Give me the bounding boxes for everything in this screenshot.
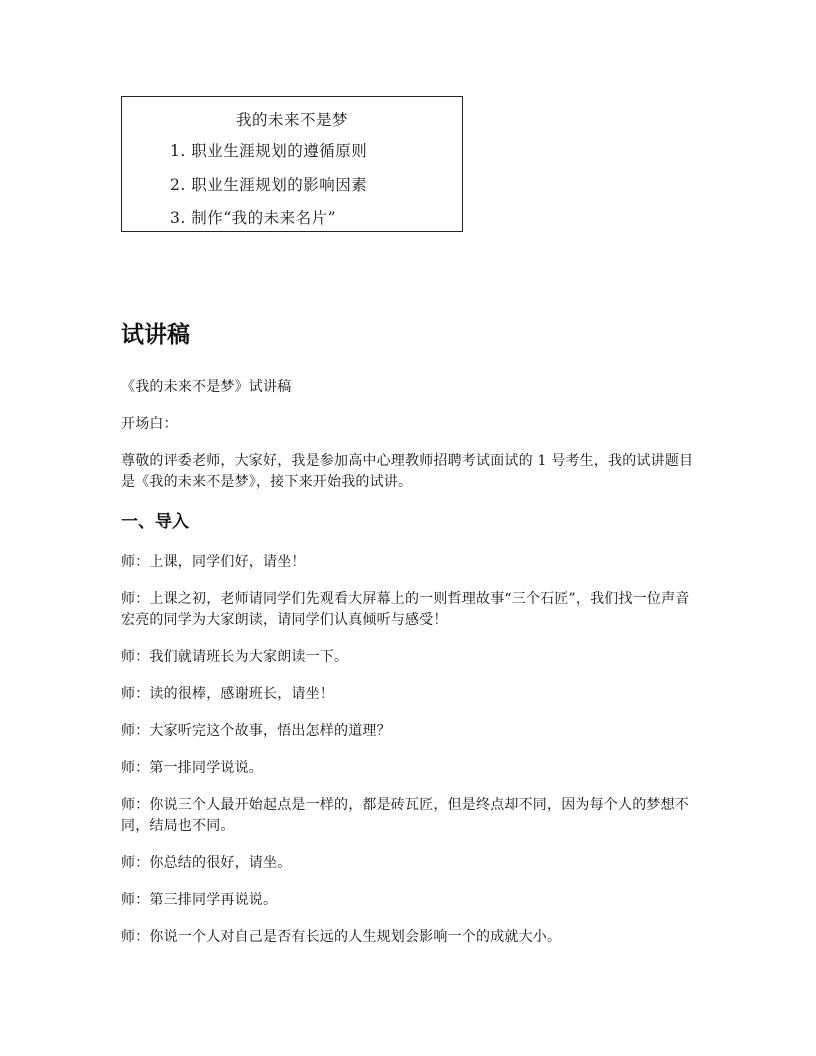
section-heading-intro: 一、导入 <box>121 512 189 532</box>
board-item-3: 3. 制作“我的未来名片” <box>170 209 337 227</box>
document-title: 试讲稿 <box>121 322 190 348</box>
dialogue-line: 师：读的很棒，感谢班长，请坐！ <box>121 686 334 702</box>
document-subtitle: 《我的未来不是梦》试讲稿 <box>121 379 292 395</box>
dialogue-line: 师：你说三个人最开始起点是一样的，都是砖瓦匠，但是终点却不同，因为每个人的梦想不同，结局也不同。 <box>121 797 689 834</box>
dialogue-line: 师：第一排同学说说。 <box>121 760 263 776</box>
board-item-2: 2. 职业生涯规划的影响因素 <box>170 176 368 194</box>
dialogue-line: 师：第三排同学再说说。 <box>121 892 278 908</box>
dialogue-line: 师：我们就请班长为大家朗读一下。 <box>121 649 349 665</box>
dialogue-line: 师：你总结的很好，请坐。 <box>121 855 292 871</box>
opening-label: 开场白： <box>121 416 178 432</box>
blackboard-outline-box <box>121 96 463 232</box>
dialogue-line: 师：大家听完这个故事，悟出怎样的道理？ <box>121 723 391 739</box>
dialogue-line: 师：上课之初，老师请同学们先观看大屏幕上的一则哲理故事“三个石匠”，我们找一位声音宏亮的同学为大家朗读，请同学们认真倾听与感受！ <box>121 591 690 628</box>
dialogue-line: 师：你说一个人对自己是否有长远的人生规划会影响一个的成就大小。 <box>121 929 562 945</box>
opening-paragraph: 尊敬的评委老师，大家好，我是参加高中心理教师招聘考试面试的 1 号考生，我的试讲题目是《我的未来不是梦》，接下来开始我的试讲。 <box>121 453 694 490</box>
board-title: 我的未来不是梦 <box>235 111 348 129</box>
board-item-1: 1. 职业生涯规划的遵循原则 <box>170 142 368 160</box>
dialogue-line: 师：上课，同学们好，请坐！ <box>121 554 306 570</box>
document-body <box>121 318 696 964</box>
